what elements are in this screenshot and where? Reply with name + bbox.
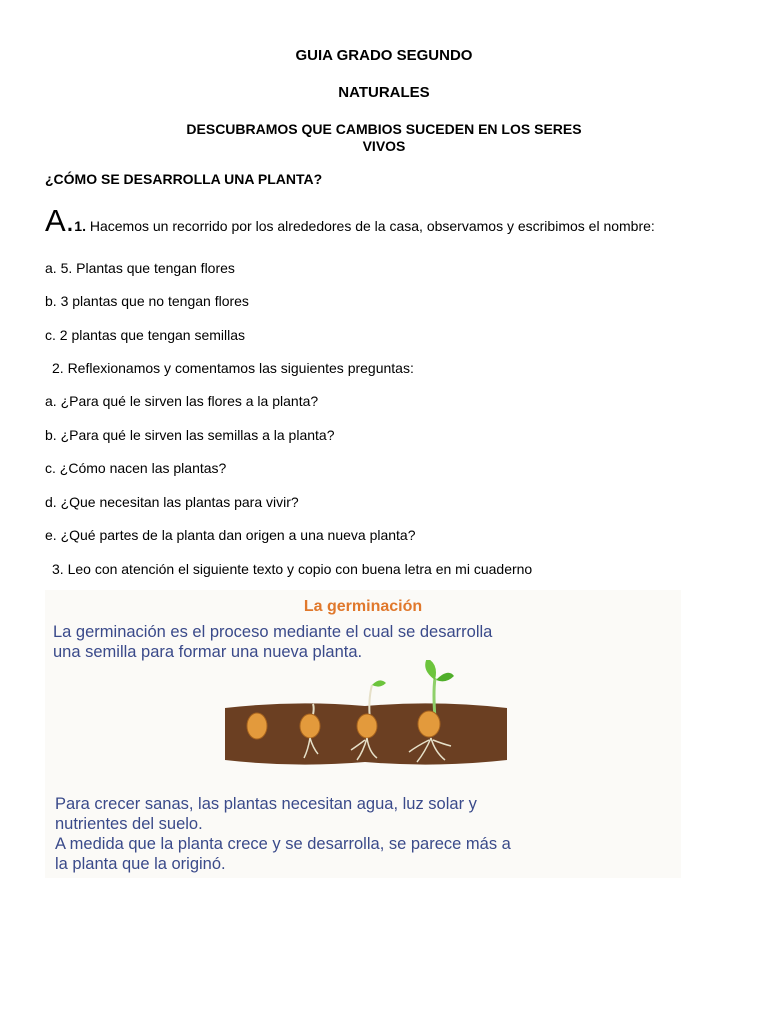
list-item: a. 5. Plantas que tengan flores <box>45 260 235 276</box>
question-heading: ¿CÓMO SE DESARROLLA UNA PLANTA? <box>45 171 323 187</box>
item-number: 1. <box>74 218 86 234</box>
list-item: e. ¿Qué partes de la planta dan origen a una nueva planta? <box>45 527 416 543</box>
illustration-text-bottom-4: la planta que la originó. <box>55 855 226 873</box>
illustration-title: La germinación <box>303 598 423 615</box>
list-item: c. ¿Cómo nacen las plantas? <box>45 460 227 476</box>
list-item: b. ¿Para qué le sirven las semillas a la planta? <box>45 427 335 443</box>
instruction-text: Hacemos un recorrido por los alrededores de la casa, observamos y escribimos el nombre: <box>85 218 655 234</box>
list-item: c. 2 plantas que tengan semillas <box>45 327 246 343</box>
item-2: 2. Reflexionamos y comentamos las siguientes preguntas: <box>52 360 414 376</box>
germination-drawing <box>215 660 515 780</box>
leaf-icon <box>436 673 454 682</box>
leaf-icon <box>372 680 386 686</box>
illustration-text-top-1: La germinación es el proceso mediante el cual se desarrolla <box>53 623 493 641</box>
subtitle-line-1: DESCUBRAMOS QUE CAMBIOS SUCEDEN EN LOS SERES <box>186 121 582 137</box>
item-3: 3. Leo con atención el siguiente texto y copio con buena letra en mi cuaderno <box>52 561 533 577</box>
illustration-text-bottom-1: Para crecer sanas, las plantas necesitan agua, luz solar y <box>55 795 477 813</box>
seed-icon <box>300 714 320 738</box>
germination-illustration <box>45 590 681 878</box>
leaf-icon <box>425 660 436 680</box>
subtitle-line-2: VIVOS <box>362 138 406 154</box>
section-a-instruction <box>45 203 655 239</box>
illustration-text-bottom-3: A medida que la planta crece y se desarrolla, se parece más a <box>55 835 511 853</box>
page-title: GUIA GRADO SEGUNDO <box>295 47 473 64</box>
list-item: a. ¿Para qué le sirven las flores a la planta? <box>45 393 319 409</box>
seed-icon <box>357 714 377 738</box>
section-letter: A. <box>45 203 75 238</box>
list-item: b. 3 plantas que no tengan flores <box>45 293 249 309</box>
illustration-text-top-2: una semilla para formar una nueva planta. <box>53 643 363 661</box>
subject-heading: NATURALES <box>338 84 430 101</box>
seed-icon <box>247 713 267 739</box>
illustration-text-bottom-2: nutrientes del suelo. <box>55 815 203 833</box>
seed-icon <box>418 711 440 737</box>
list-item: d. ¿Que necesitan las plantas para vivir? <box>45 494 299 510</box>
